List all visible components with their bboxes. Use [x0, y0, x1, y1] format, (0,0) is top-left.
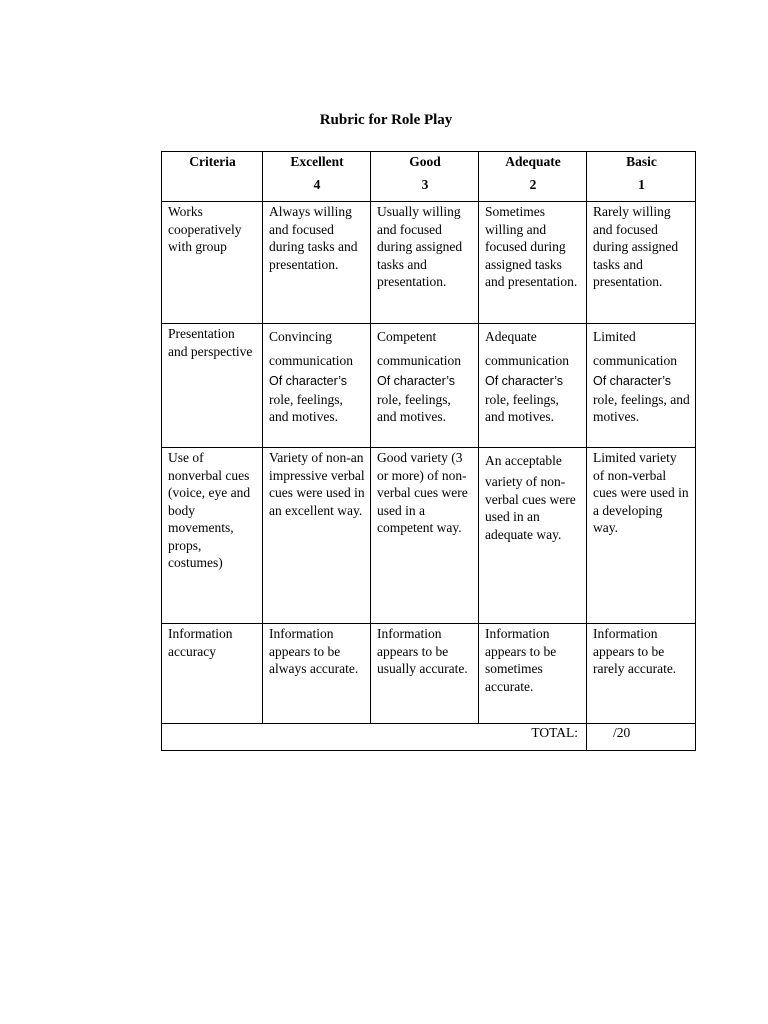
header-level-label: Excellent [290, 154, 344, 169]
header-level-points: 3 [421, 177, 429, 192]
total-label: TOTAL: [162, 724, 587, 751]
basic-cell: Limited communication Of character’s role, feelings, and motives. [587, 324, 696, 448]
good-cell: Competent communication Of character’s role, feelings, and motives. [371, 324, 479, 448]
header-excellent [263, 152, 371, 202]
header-good [371, 152, 479, 202]
table-row [162, 448, 696, 624]
excellent-cell: Variety of non-an impressive verbal cues were used in an excellent way. [263, 448, 371, 624]
header-criteria: Criteria [162, 152, 263, 202]
header-level-points: 2 [529, 177, 537, 192]
table-row [162, 324, 696, 448]
header-adequate [479, 152, 587, 202]
excellent-cell: Information appears to be always accurate. [263, 624, 371, 724]
table-row [162, 202, 696, 324]
header-level-label: Basic [626, 154, 657, 169]
header-level-label: Good [409, 154, 441, 169]
table-row [162, 624, 696, 724]
good-cell: Usually willing and focused during assigned tasks and presentation. [371, 202, 479, 324]
excellent-cell: Always willing and focused during tasks and presentation. [263, 202, 371, 324]
basic-cell: Limited variety of non-verbal cues were used in a developing way. [587, 448, 696, 624]
basic-cell: Rarely willing and focused during assigned tasks and presentation. [587, 202, 696, 324]
good-cell: Information appears to be usually accurate. [371, 624, 479, 724]
total-row [162, 724, 696, 751]
page-title: Rubric for Role Play [319, 112, 453, 128]
adequate-cell: Adequate communication Of character’s role, feelings, and motives. [479, 324, 587, 448]
table-header-row [162, 152, 696, 202]
adequate-cell: Information appears to be sometimes accurate. [479, 624, 587, 724]
header-level-points: 1 [638, 177, 645, 192]
adequate-cell: Sometimes willing and focused during assigned tasks and presentation. [479, 202, 587, 324]
criteria-cell: Works cooperatively with group [162, 202, 263, 324]
excellent-cell: Convincing communication Of character’s role, feelings, and motives. [263, 324, 371, 448]
header-level-points: 4 [313, 177, 321, 192]
adequate-cell: An acceptable variety of non-verbal cues were used in an adequate way. [479, 448, 587, 624]
total-score: /20 [587, 724, 696, 751]
criteria-cell: Use of nonverbal cues (voice, eye and body movements, props, costumes) [162, 448, 263, 624]
header-level-label: Adequate [505, 154, 561, 169]
header-basic [587, 152, 696, 202]
good-cell: Good variety (3 or more) of non-verbal cues were used in a competent way. [371, 448, 479, 624]
basic-cell: Information appears to be rarely accurate. [587, 624, 696, 724]
rubric-table [161, 151, 696, 751]
criteria-cell: Presentation and perspective [162, 324, 263, 448]
criteria-cell: Information accuracy [162, 624, 263, 724]
